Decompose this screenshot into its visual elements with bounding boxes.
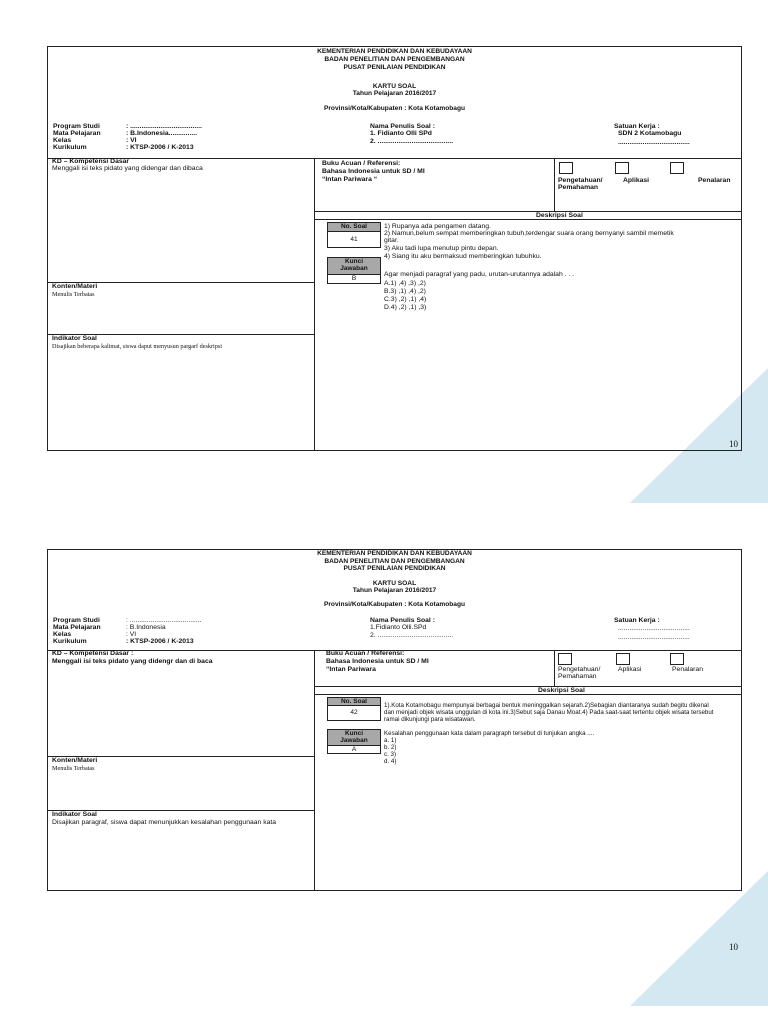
level-checkbox-pengetahuan[interactable] [559, 162, 573, 174]
info-value: : VI [126, 137, 137, 144]
writer-label: Nama Penulis Soal : [370, 123, 435, 130]
unit-value-1: ...................................... [618, 625, 690, 632]
no-soal-label: No. Soal [327, 697, 381, 706]
divider [314, 158, 315, 451]
answer-option: c. 3) [384, 751, 397, 758]
info-label: Kelas [53, 137, 72, 144]
level-label: Penalaran [672, 666, 703, 673]
answer-option: A.1) ,4) ,3) ,2) [384, 280, 426, 287]
info-value: : B.Indonesia............... [126, 130, 197, 137]
unit-value-2: ...................................... [618, 139, 690, 146]
kunci-label-line: Kunci [344, 730, 364, 737]
no-soal-value: 42 [327, 705, 381, 721]
kd-value: Menggali isi teks pidato yang didengar dan dibaca [52, 165, 203, 172]
school-year: Tahun Pelajaran 2016/2017 [352, 587, 437, 594]
konten-value: Menulis Terbatas [52, 291, 95, 298]
deskripsi-label: Deskripsi Soal [538, 687, 585, 694]
info-value: : KTSP-2006 / K-2013 [126, 144, 194, 151]
header-agency: BADAN PENELITIAN DAN PENGEMBANGAN [324, 558, 465, 565]
answer-option: d. 4) [384, 758, 397, 765]
question-line: ramai dikunjungi para wisatawan. [384, 716, 476, 723]
answer-option: a. 1) [384, 737, 397, 744]
indikator-label: Indikator Soal [52, 335, 97, 342]
level-label: Pemahaman [558, 673, 597, 680]
kd-value: Menggali isi teks pidato yang didengr dan di baca [52, 658, 213, 665]
question-line: Agar menjadi paragraf yang padu, urutan-urutannya adalah . . . [384, 271, 575, 278]
header-agency: BADAN PENELITIAN DAN PENGEMBANGAN [324, 56, 465, 63]
question-line: 2) Namun,belum sempat memberingkan tubuh,terdengar suara orang bernyanyi sambil memetik [384, 230, 674, 237]
info-label: Kelas [53, 631, 72, 638]
writer-label: Nama Penulis Soal : [370, 617, 435, 624]
level-checkbox-aplikasi[interactable] [615, 162, 629, 174]
question-line: 4) Siang itu aku bermaksud memberingkan tubuhku. [384, 253, 542, 260]
kd-label: KD – Kompetensi Dasar : [52, 650, 134, 657]
deskripsi-label: Deskripsi Soal [536, 212, 583, 219]
info-label: Mata Pelajaran [53, 130, 101, 137]
divider [314, 694, 742, 695]
writer-2: 2. ........................................ [370, 138, 454, 145]
level-label: Pengetahuan/ [558, 666, 601, 673]
info-label: Mata Pelajaran [53, 624, 101, 631]
unit-label: Satuan Kerja : [614, 123, 660, 130]
question-card-1 [47, 46, 742, 451]
kunci-label-line: Jawaban [340, 265, 368, 273]
buku-label: Buku Acuan / Referensi: [322, 160, 401, 167]
info-label: Program Studi [53, 123, 100, 130]
level-checkbox-penalaran[interactable] [670, 653, 684, 665]
level-checkbox-penalaran[interactable] [670, 162, 684, 174]
info-label: Kurikulum [53, 144, 87, 151]
divider [314, 219, 742, 220]
answer-option: b. 2) [384, 744, 397, 751]
answer-option: C.3) ,2) ,1) ,4) [384, 296, 427, 303]
divider [314, 686, 742, 687]
kunci-value: A [327, 745, 381, 754]
unit-value-2: ...................................... [618, 634, 690, 641]
no-soal-value: 41 [327, 231, 381, 248]
level-label: Aplikasi [618, 666, 642, 673]
buku-publisher: “Intan Pariwara [326, 666, 376, 673]
kd-label: KD – Kompetensi Dasar [52, 158, 130, 165]
info-label: Kurikulum [53, 638, 87, 645]
card-title: KARTU SOAL [372, 83, 417, 90]
info-label: Program Studi [53, 617, 100, 624]
question-card-2 [47, 549, 742, 891]
konten-value: Menulis Terbatas [52, 765, 95, 772]
question-line: 3) Aku tadi lupa menutup pintu depan. [384, 245, 499, 252]
indikator-value: Disajikan beberapa kalimat, siswa daput menyusun pargarf deskripsi [52, 343, 222, 350]
header-center: PUSAT PENILAIAN PENDIDIKAN [343, 64, 446, 71]
kunci-label [327, 729, 381, 746]
question-line: dan menjadi objek wisata unggulan di kota ini.3)Sebut saja Danau Moat.4) Pada saat-saat tertentu objek wisata tersebut [384, 709, 714, 716]
buku-title: Bahasa Indonesia untuk SD / MI [322, 168, 425, 175]
konten-label: Konten/Materi [52, 757, 98, 764]
info-value: : KTSP-2006 / K-2013 [126, 638, 194, 645]
kunci-label [327, 257, 381, 275]
buku-title: Bahasa Indonesia untuk SD / MI [326, 658, 429, 665]
info-value: : ...................................... [126, 123, 202, 130]
kunci-value: B [327, 274, 381, 284]
level-checkbox-aplikasi[interactable] [616, 653, 630, 665]
konten-label: Konten/Materi [52, 283, 98, 290]
writer-1: 1. Fidianto Olli SPd [370, 130, 432, 137]
level-label: Penalaran [698, 177, 731, 184]
writer-1: 1.Fidianto Olli.SPd [370, 624, 427, 631]
decorative-triangle-bottom [630, 871, 768, 1006]
info-value: : B.Indonesia [126, 624, 166, 631]
page-number: 10 [729, 439, 738, 449]
school-year: Tahun Pelajaran 2016/2017 [352, 90, 437, 97]
info-value: : ...................................... [126, 617, 202, 624]
divider [314, 211, 742, 212]
kunci-label-line: Kunci [344, 258, 364, 265]
level-label: Pemahaman [558, 184, 599, 191]
level-label: Aplikasi [623, 177, 650, 184]
question-line: Kesalahan penggunaan kata dalam paragraph tersebut di tunjukan angka .... [384, 730, 595, 737]
header-ministry: KEMENTERIAN PENDIDIKAN DAN KEBUDAYAAN [317, 550, 472, 557]
buku-publisher: “Intan Pariwara “ [322, 176, 378, 183]
divider [554, 158, 555, 211]
header-center: PUSAT PENILAIAN PENDIDIKAN [343, 565, 446, 572]
no-soal-label: No. Soal [327, 222, 381, 232]
indikator-value: Disajikan paragraf, siswa dapat menunjukkan kesalahan penggunaan kata [52, 819, 277, 826]
writer-2: 2. ........................................ [370, 632, 454, 639]
indikator-label: Indikator Soal [52, 811, 97, 818]
buku-label: Buku Acuan / Referensi: [326, 650, 405, 657]
province-line: Provinsi/Kota/Kabupaten : Kota Kotamobagu [323, 601, 466, 608]
question-line: 1).Kota Kotamobagu mempunyai berbagai bentuk meninggalkan sejarah.2)Sebagian diantaranya sudah begitu dikenal [384, 702, 709, 709]
divider [554, 650, 555, 686]
question-line: gitar. [384, 237, 399, 244]
answer-option: B.3) ,1) ,4) ,2) [384, 288, 426, 295]
info-value: : VI [126, 631, 137, 638]
header-ministry: KEMENTERIAN PENDIDIKAN DAN KEBUDAYAAN [317, 48, 472, 55]
question-line: 1) Rupanya ada pengamen datang. [384, 223, 491, 230]
card-title: KARTU SOAL [372, 580, 417, 587]
page-number: 10 [729, 942, 738, 952]
level-label: Pengetahuan/ [558, 177, 603, 184]
kunci-label-line: Jawaban [340, 737, 368, 745]
level-checkbox-pengetahuan[interactable] [558, 653, 572, 665]
unit-value-1: SDN 2 Kotamobagu [618, 130, 682, 137]
unit-label: Satuan Kerja : [614, 617, 660, 624]
province-line: Provinsi/Kota/Kabupaten : Kota Kotamobagu [323, 105, 466, 112]
divider [48, 158, 741, 159]
answer-option: D.4) ,2) ,1) ,3) [384, 304, 427, 311]
